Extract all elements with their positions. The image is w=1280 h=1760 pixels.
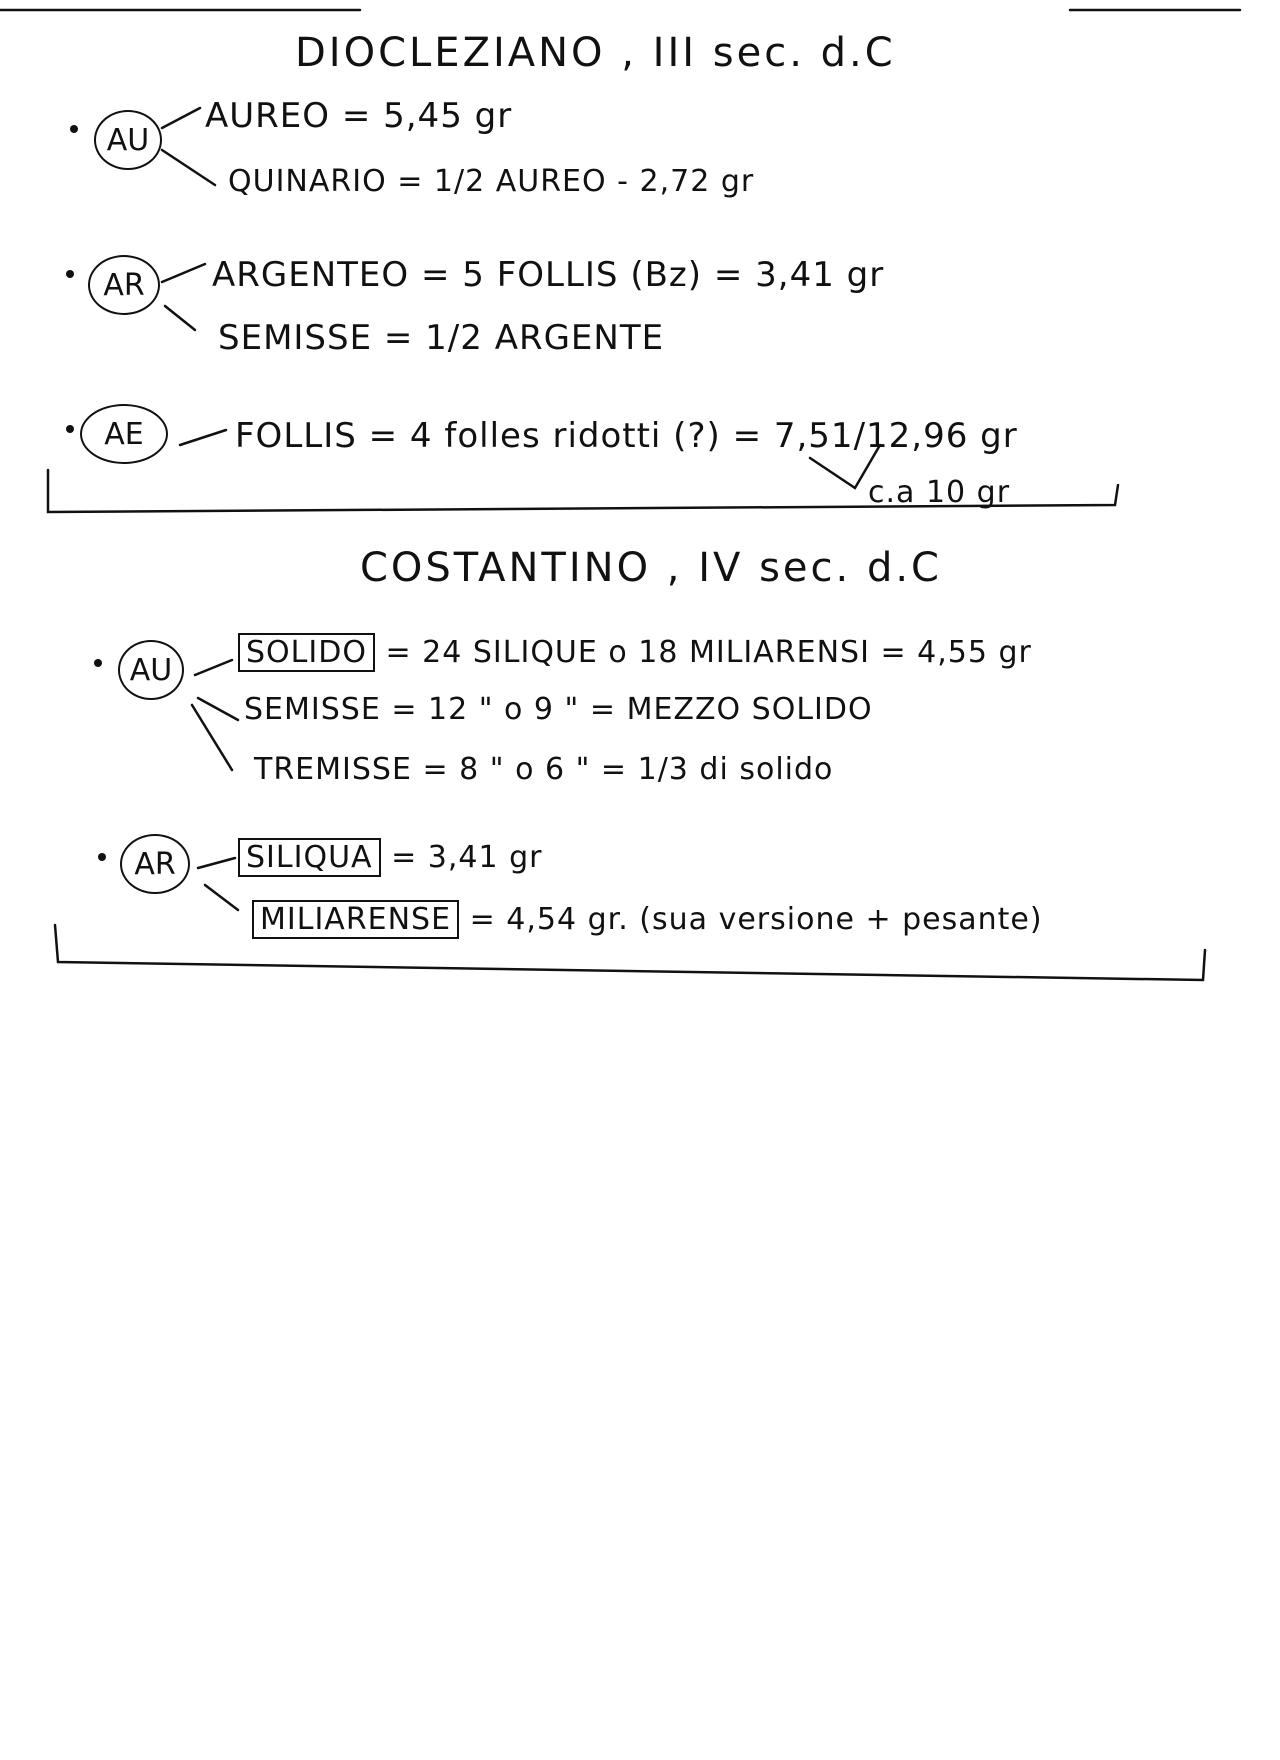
siliqua-row [238,840,542,875]
solido-rest: = 24 SILIQUE o 18 MILIARENSI = 4,55 gr [385,635,1032,670]
tremisse-label: TREMISSE [254,752,412,787]
bullet [66,270,74,278]
branch-au-2 [162,150,215,185]
bullet [70,125,78,133]
branch-ar2-2 [205,885,238,910]
metal-au-circle: AU [94,110,162,170]
miliarense-row [252,902,1043,937]
miliarense-label: MILIARENSE [252,900,459,939]
aureo-line: AUREO = 5,45 gr [205,96,513,136]
branch-ar-2 [165,306,195,330]
branch-ar-1 [162,264,205,282]
branch-ae [180,430,226,445]
follis-line: FOLLIS = 4 folles ridotti (?) = 7,51/12,96 gr [235,416,1018,456]
siliqua-label: SILIQUA [238,838,381,877]
bullet [94,659,102,667]
section2-title: COSTANTINO , IV sec. d.C [360,545,942,591]
metal-ar-circle: AR [88,255,160,315]
branch-ar2-1 [198,858,235,868]
solido-row [238,635,1032,670]
follis-note: c.a 10 gr [868,475,1011,510]
branch-au-1 [162,108,200,128]
metal-ar2-circle: AR [120,834,190,894]
semisse2-rest: = 12 " o 9 " = MEZZO SOLIDO [391,692,873,727]
solido-label: SOLIDO [238,633,375,672]
section1-title: DIOCLEZIANO , III sec. d.C [295,30,896,76]
branch-au2-2 [198,698,238,720]
quinario-line: QUINARIO = 1/2 AUREO - 2,72 gr [228,164,755,199]
bullet [98,853,106,861]
miliarense-rest: = 4,54 gr. (sua versione + pesante) [469,902,1043,937]
tremisse-row [254,752,833,787]
bullet [66,425,74,433]
branch-au2-1 [195,660,232,675]
semisse2-row [244,692,873,727]
semisse2-label: SEMISSE [244,692,381,727]
siliqua-rest: = 3,41 gr [391,840,543,875]
argenteo-line: ARGENTEO = 5 FOLLIS (Bz) = 3,41 gr [212,255,885,295]
semisse-line: SEMISSE = 1/2 ARGENTE [218,318,665,358]
metal-au2-circle: AU [118,640,184,700]
metal-ae-circle: AE [80,404,168,464]
tremisse-rest: = 8 " o 6 " = 1/3 di solido [422,752,834,787]
